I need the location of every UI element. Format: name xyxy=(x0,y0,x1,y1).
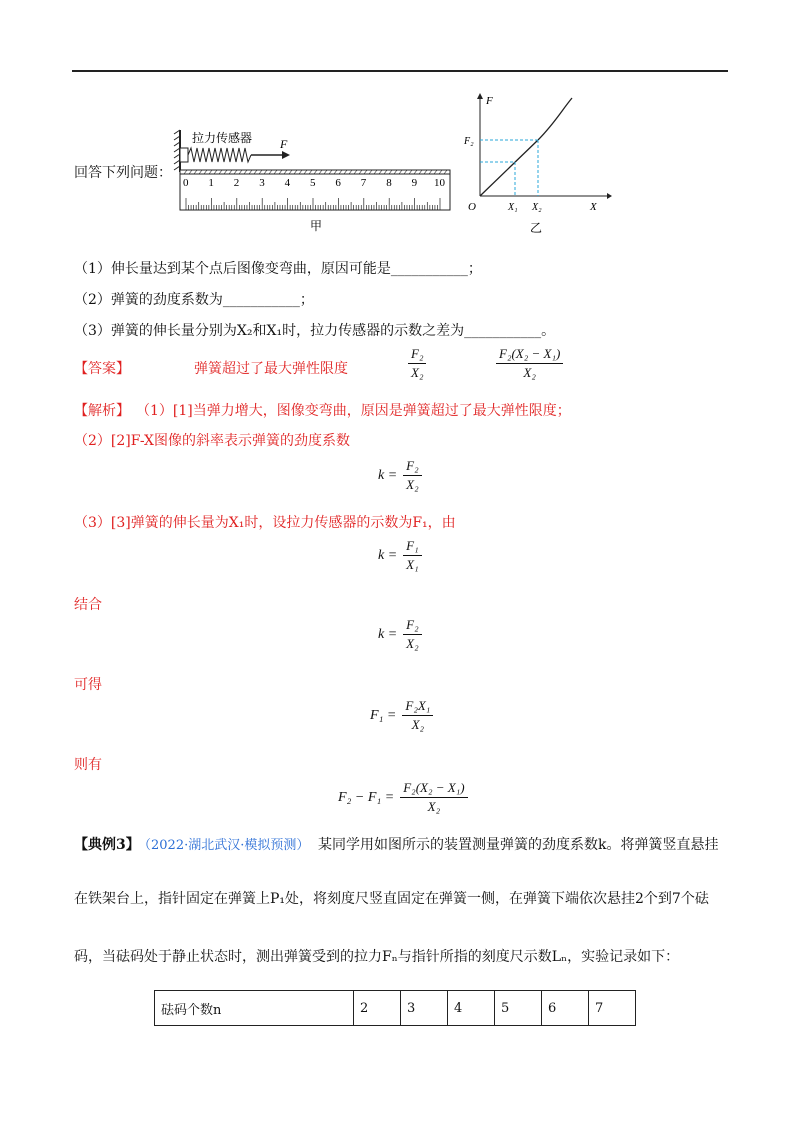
x2-label: X₂ xyxy=(532,202,542,213)
ruler-tick-label: 1 xyxy=(208,177,214,189)
table-cell: 3 xyxy=(401,991,448,1026)
equation-4 xyxy=(370,698,433,733)
eq5-num: F₂(X₂ − X₁) xyxy=(400,780,467,798)
ruler-tick-label: 8 xyxy=(386,177,392,189)
equation-1 xyxy=(378,458,422,493)
axis-x-label: X xyxy=(590,201,597,213)
ruler-tick-label: 3 xyxy=(259,177,265,189)
eq3-lhs: k = xyxy=(378,626,398,642)
equation-3 xyxy=(378,617,422,652)
answer-3-den: X₂ xyxy=(523,365,536,380)
ruler-tick-label: 0 xyxy=(183,177,189,189)
example-line-2: 在铁架台上，指针固定在弹簧上P₁处，将刻度尺竖直固定在弹簧一侧，在弹簧下端依次悬挂2个到7个砝 xyxy=(74,891,709,907)
eq1-lhs: k = xyxy=(378,467,398,483)
word-then: 则有 xyxy=(74,757,102,773)
table-cell: 6 xyxy=(542,991,589,1026)
analysis-p2: （2）[2]F-X图像的斜率表示弹簧的劲度系数 xyxy=(74,433,351,449)
example-line-1: 某同学用如图所示的装置测量弹簧的劲度系数k。将弹簧竖直悬挂 xyxy=(318,837,719,853)
record-table xyxy=(154,990,636,1026)
table-header-cell: 砝码个数n xyxy=(155,991,354,1026)
answer-2-den: X₂ xyxy=(411,365,424,380)
intro-text: 回答下列问题： xyxy=(74,165,172,181)
analysis-tag: 【解析】 xyxy=(74,403,130,419)
caption-yi: 乙 xyxy=(530,221,543,235)
axis-f-label: F xyxy=(486,95,493,107)
eq3-num: F₂ xyxy=(403,617,421,635)
example-source: （2022·湖北武汉·模拟预测） xyxy=(138,838,310,853)
eq4-lhs: F₁ = xyxy=(370,707,397,723)
header-rule xyxy=(72,70,728,72)
answer-3-num: F₂(X₂ − X₁) xyxy=(496,346,563,364)
table-cell: 2 xyxy=(354,991,401,1026)
figure-yi xyxy=(462,90,612,240)
sensor-label: 拉力传感器 xyxy=(192,131,253,145)
eq5-lhs: F₂ − F₁ = xyxy=(338,789,395,805)
ruler-tick-label: 7 xyxy=(360,177,367,189)
answer-tag: 【答案】 xyxy=(74,361,130,377)
eq4-num: F₂X₁ xyxy=(402,698,433,716)
f2-label: F₂ xyxy=(464,136,474,147)
eq1-num: F₂ xyxy=(403,458,421,476)
answer-2-num: F₂ xyxy=(408,346,426,364)
word-get: 可得 xyxy=(74,677,102,693)
table-cell: 4 xyxy=(448,991,495,1026)
origin-label: O xyxy=(468,201,476,213)
table-cell: 5 xyxy=(495,991,542,1026)
ruler-tick-label: 2 xyxy=(233,177,240,189)
example-line-3: 码，当砝码处于静止状态时，测出弹簧受到的拉力Fₙ与指针所指的刻度尺示数Lₙ，实验记录如下： xyxy=(74,949,680,965)
figure-jia xyxy=(172,126,454,236)
eq3-den: X₂ xyxy=(406,636,419,651)
eq2-den: X₁ xyxy=(406,557,419,572)
eq2-num: F₁ xyxy=(403,538,421,556)
force-label: F xyxy=(280,137,288,151)
ruler-tick-label: 4 xyxy=(284,177,291,189)
question-3: （3）弹簧的伸长量分别为X₂和X₁时，拉力传感器的示数之差为___________。 xyxy=(74,323,556,339)
caption-jia: 甲 xyxy=(310,219,323,233)
answer-2 xyxy=(408,346,426,381)
question-1: （1）伸长量达到某个点后图像变弯曲，原因可能是___________； xyxy=(74,261,482,277)
answer-1: 弹簧超过了最大弹性限度 xyxy=(194,361,348,377)
example-tag: 【典例3】 xyxy=(74,837,140,853)
word-combine: 结合 xyxy=(74,597,102,613)
eq2-lhs: k = xyxy=(378,547,398,563)
ruler-tick-label: 10 xyxy=(434,177,445,189)
x1-label: X₁ xyxy=(508,202,518,213)
eq1-den: X₂ xyxy=(406,477,419,492)
table-row xyxy=(155,991,636,1026)
table-cell: 7 xyxy=(589,991,636,1026)
question-2: （2）弹簧的劲度系数为___________； xyxy=(74,292,314,308)
analysis-p3: （3）[3]弹簧的伸长量为X₁时，设拉力传感器的示数为F₁，由 xyxy=(74,515,456,531)
equation-5 xyxy=(338,780,468,815)
equation-2 xyxy=(378,538,422,573)
ruler-tick-label: 5 xyxy=(310,177,316,189)
ruler-tick-label: 9 xyxy=(411,177,418,189)
answer-3 xyxy=(496,346,563,381)
eq5-den: X₂ xyxy=(427,799,441,814)
analysis-p1: （1）[1]当弹力增大，图像变弯曲，原因是弹簧超过了最大弹性限度； xyxy=(136,403,571,419)
ruler-tick-label: 6 xyxy=(335,177,341,189)
eq4-den: X₂ xyxy=(411,717,425,732)
